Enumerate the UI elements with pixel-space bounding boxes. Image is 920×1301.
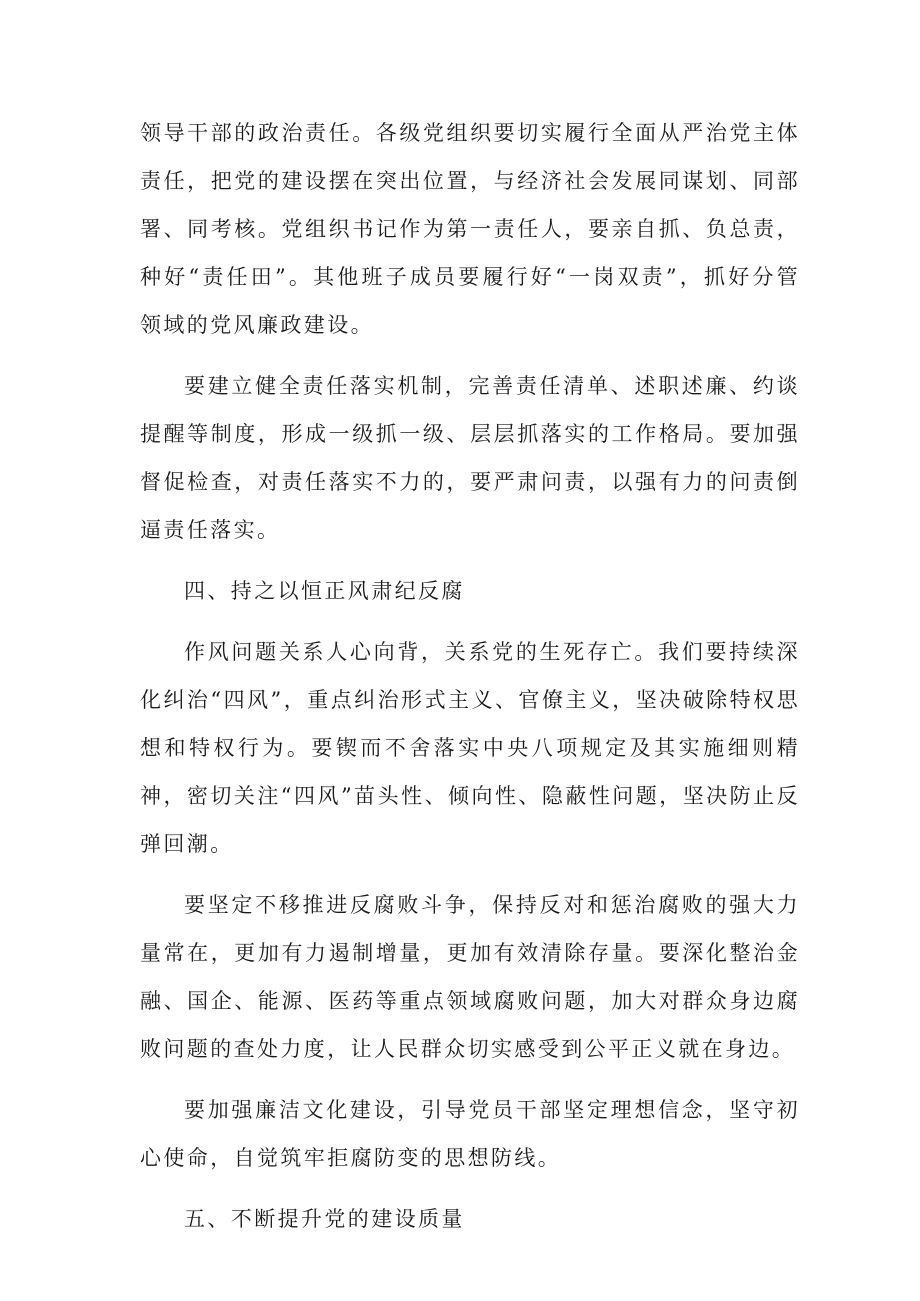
- paragraph-integrity-culture: 要加强廉洁文化建设，引导党员干部坚定理想信念，坚守初心使命，自觉筑牢拒腐防变的思想防线。: [140, 1098, 800, 1170]
- section-heading-four: 四、持之以恒正风肃纪反腐: [184, 579, 465, 603]
- paragraph-work-style: 作风问题关系人心向背，关系党的生死存亡。我们要持续深化纠治“四风”，重点纠治形式主义、官僚主义，坚决破除特权思想和特权行为。要锲而不舍落实中央八项规定及其实施细则精神，密切关注“四风”苗头性、倾向性、隐蔽性问题，坚决防止反弹回潮。: [140, 640, 800, 856]
- section-heading-five: 五、不断提升党的建设质量: [184, 1207, 465, 1231]
- document-body: [140, 109, 800, 1256]
- paragraph-responsibility-continued: 领导干部的政治责任。各级党组织要切实履行全面从严治党主体责任，把党的建设摆在突出位置，与经济社会发展同谋划、同部署、同考核。党组织书记作为第一责任人，要亲自抓、负总责，种好“责任田”。其他班子成员要履行好“一岗双责”，抓好分管领域的党风廉政建设。: [140, 121, 800, 337]
- paragraph-responsibility-mechanism: 要建立健全责任落实机制，完善责任清单、述职述廉、约谈提醒等制度，形成一级抓一级、层层抓落实的工作格局。要加强督促检查，对责任落实不力的，要严肃问责，以强有力的问责倒逼责任落实。: [140, 374, 800, 542]
- paragraph-anti-corruption: 要坚定不移推进反腐败斗争，保持反对和惩治腐败的强大力量常在，更加有力遏制增量，更加有效清除存量。要深化整治金融、国企、能源、医药等重点领域腐败问题，加大对群众身边腐败问题的查处力度，让人民群众切实感受到公平正义就在身边。: [140, 893, 800, 1061]
